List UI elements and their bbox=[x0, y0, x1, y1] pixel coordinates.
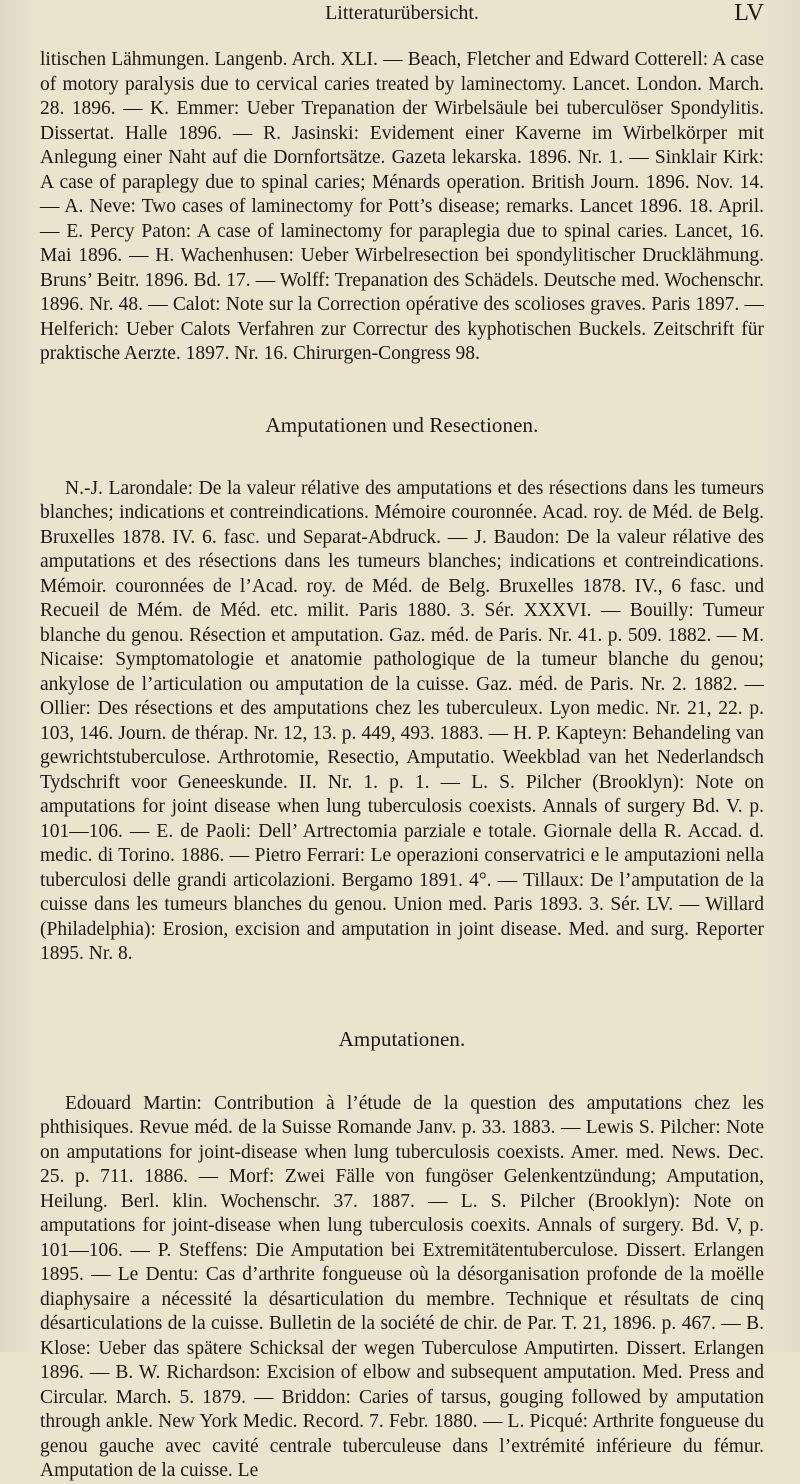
page-number: LV bbox=[734, 0, 764, 26]
section-heading-amputationen-und-resectionen: Amputationen und Resectionen. bbox=[265, 412, 539, 437]
page-header bbox=[40, 0, 764, 40]
bibliography-paragraph-amputations: Edouard Martin: Contribution à l’étude de la question des amputations chez les phthisiques. Revue méd. de la Suisse Romande Janv. p. 33. 1883. — Lewis S. Pilcher: Note on amputations for joint-disease when lung tuberculosis coexists. Amer. med. News. Dec. 25. p. 711. 1886. — Morf: Zwei Fälle von fungöser Gelenkentzündung; Amputation, Heilung. Berl. klin. Wochenschr. 37. 1887. — L. S. Pilcher (Brooklyn): Note on amputations for joint-disease when lung tuberculosis coexits. Annals of surgery. Bd. V, p. 101—106. — P. Steffens: Die Amputation bei Extremitätentuberculose. Dissert. Erlangen 1895. — Le Dentu: Cas d’arthrite fongueuse où la désorganisation profonde de la moëlle diaphysaire a nécessité la désarticulation du membre. Technique et résultats de cinq désarticulations de la cuisse. Bulletin de la société de chir. de Par. T. 21, 1896. p. 467. — B. Klose: Ueber das spätere Schicksal der wegen Tuberculose Amputirten. Dissert. Erlangen 1896. — B. W. Richardson: Excision of elbow and subsequent amputation. Med. Press and Circular. March. 5. 1879. — Briddon: Caries of tarsus, gouging followed by amputation through ankle. New York Medic. Record. 7. Febr. 1880. — L. Picqué: Arthrite fongueuse du genou gauche avec cavité centrale tuberculeuse dans l’extrémité inférieure du fémur. Amputation de la cuisse. Le bbox=[40, 1092, 764, 1481]
bibliography-paragraph-continued: litischen Lähmungen. Langenb. Arch. XLI. — Beach, Fletcher and Edward Cotterell: A case of motory paralysis due to cervical caries treated by laminectomy. Lancet. London. March. 28. 1896. — K. Emmer: Ueber Trepanation der Wirbelsäule bei tuberculöser Spondylitis. Dissertat. Halle 1896. — R. Jasinski: Evidement einer Kaverne im Wirbelkörper mit Anlegung einer Naht auf die Dornfortsätze. Gazeta lekarska. 1896. Nr. 1. — Sinklair Kirk: A case of paraplegy due to spinal caries; Ménards operation. British Journ. 1896. Nov. 14. — A. Neve: Two cases of laminectomy for Pott’s disease; remarks. Lancet 1896. 18. April. — E. Percy Paton: A case of laminectomy for paraplegia due to spinal caries. Lancet, 16. Mai 1896. — H. Wachenhusen: Ueber Wirbelresection bei spondylitischer Drucklähmung. Bruns’ Beitr. 1896. Bd. 17. — Wolff: Trepanation des Schädels. Deutsche med. Wochenschr. 1896. Nr. 48. — Calot: Note sur la Correction opérative des scolioses graves. Paris 1897. — Helferich: Ueber Calots Verfahren zur Correctur des kyphotischen Buckels. Zeitschrift für praktische Aerzte. 1897. Nr. 16. Chirurgen-Congress 98. bbox=[40, 49, 764, 364]
bibliography-paragraph-amputations-resections: N.-J. Larondale: De la valeur rélative des amputations et des résections dans les tumeurs blanches; indications et contreindications. Mémoire couronnée. Acad. roy. de Méd. de Belg. Bruxelles 1878. IV. 6. fasc. und Separat-Abdruck. — J. Baudon: De la valeur rélative des amputations et des résections dans les tumeurs blanches; indications et contreindications. Mémoir. couronnées de l’Acad. roy. de Méd. de Belg. Bruxelles 1878. IV., 6 fasc. und Recueil de Mém. de Méd. etc. milit. Paris 1880. 3. Sér. XXXVI. — Bouilly: Tumeur blanche du genou. Résection et amputation. Gaz. méd. de Paris. Nr. 41. p. 509. 1882. — M. Nicaise: Symptomatologie et anatomie pathologique de la tumeur blanche du genou; ankylose de l’articulation ou amputation de la cuisse. Gaz. méd. de Paris. Nr. 2. 1882. — Ollier: Des résections et des amputations chez les tuberculeux. Lyon medic. Nr. 21, 22. p. 103, 146. Journ. de thérap. Nr. 12, 13. p. 449, 493. 1883. — H. P. Kapteyn: Behandeling van gewrichtstuberculose. Arthrotomie, Resectio, Amputatio. Weekblad van het Nederlandsch Tydschrift voor Geneeskunde. II. Nr. 1. p. 1. — L. S. Pilcher (Brooklyn): Note on amputations for joint disease when lung tuberculosis coexists. Annals of surgery Bd. V. p. 101—106. — E. de Paoli: Dell’ Artrectomia parziale e totale. Giornale della R. Accad. d. medic. di Torino. 1886. — Pietro Ferrari: Le operazioni conservatrici e le amputazioni nella tuberculosi delle grandi articolazioni. Bergamo 1891. 4°. — Tillaux: De l’amputation de la cuisse dans les tumeurs blanches du genou. Union med. Paris 1893. 3. Sér. LV. — Willard (Philadelphia): Erosion, excision and amputation in joint disease. Med. and surg. Reporter 1895. Nr. 8. bbox=[40, 477, 764, 964]
section-heading-amputationen: Amputationen. bbox=[338, 1026, 466, 1051]
running-title: Litteraturübersicht. bbox=[325, 2, 479, 24]
